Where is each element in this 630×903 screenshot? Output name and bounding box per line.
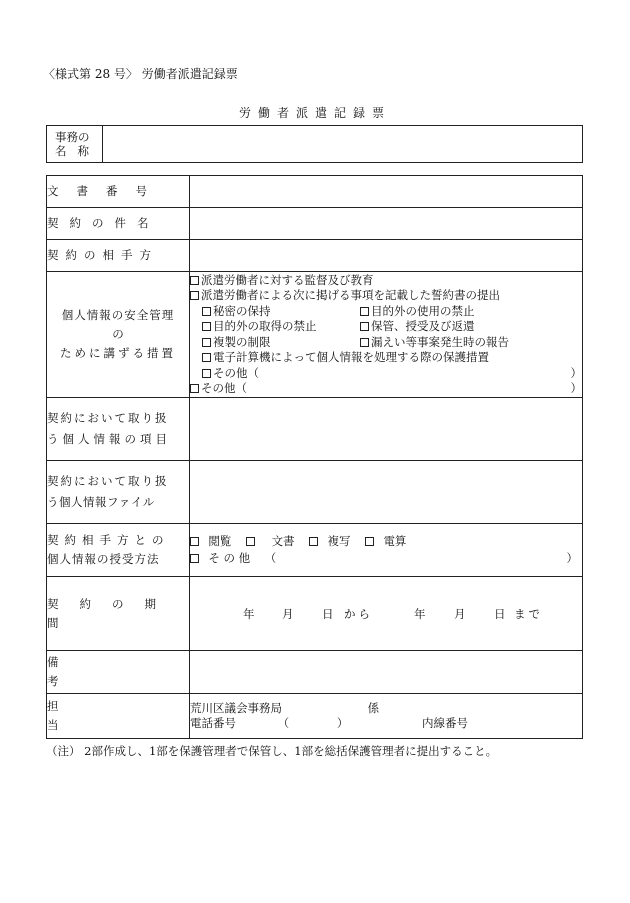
- copy-option[interactable]: 複写: [309, 534, 350, 548]
- office-name-box: [46, 125, 583, 163]
- copy-limit-option[interactable]: 複製の制限: [202, 335, 360, 351]
- remarks-label: 備考: [47, 655, 155, 688]
- info-files-label-1: 契約において取り扱: [47, 474, 169, 488]
- row-person-in-charge: [47, 694, 583, 739]
- info-files-label-2: う個人情報ファイル: [47, 495, 155, 509]
- extension-label: 内線番号: [421, 716, 468, 730]
- row-safety-measures: [47, 272, 583, 398]
- supervision-option[interactable]: 派遣労働者に対する監督及び教育: [190, 273, 582, 289]
- exchange-label-2: 個人情報の授受方法: [47, 552, 160, 566]
- doc-number-field[interactable]: [190, 176, 583, 208]
- section-text: 係: [367, 700, 380, 715]
- exchange-label-1: 契約相手方との: [47, 533, 170, 547]
- no-other-acquire-option[interactable]: 目的外の取得の禁止: [202, 319, 360, 335]
- info-items-field[interactable]: [190, 398, 583, 461]
- checkbox[interactable]: [190, 384, 199, 393]
- checkbox[interactable]: [360, 338, 369, 347]
- row-remarks: [47, 651, 583, 694]
- no-other-use-option[interactable]: 目的外の使用の禁止: [360, 304, 518, 320]
- checkbox[interactable]: [202, 338, 211, 347]
- checkbox[interactable]: [190, 554, 199, 563]
- row-counterparty: [47, 240, 583, 272]
- other-inner-option[interactable]: その他（ ）: [190, 366, 582, 382]
- computer-option[interactable]: 電子計算機によって個人情報を処理する際の保護措置: [190, 350, 582, 366]
- checkbox[interactable]: [309, 537, 318, 546]
- checkbox[interactable]: [365, 537, 374, 546]
- record-table: [46, 175, 583, 739]
- contact-cell: 荒川区議会事務局 係 電話番号 （ ） 内線番号: [190, 694, 583, 739]
- confidentiality-option[interactable]: 秘密の保持: [202, 304, 360, 320]
- contract-subject-label: 契約の件名: [47, 216, 160, 230]
- checkbox[interactable]: [246, 537, 255, 546]
- period-field[interactable]: [190, 577, 583, 651]
- office-name-text: 荒川区議会事務局: [190, 700, 282, 715]
- info-items-label-1: 契約において取り扱: [47, 411, 169, 425]
- row-doc-number: [47, 176, 583, 208]
- contract-subject-field[interactable]: [190, 208, 583, 240]
- view-option[interactable]: 閲覧: [190, 534, 231, 548]
- period-text: 年 月 日 から 年 月 日 まで: [243, 606, 543, 621]
- info-items-label-2: う個人情報の項目: [47, 432, 171, 446]
- office-name-line1: 事務の: [55, 130, 90, 144]
- row-info-files: [47, 461, 583, 524]
- other-outer-option[interactable]: その他（ ）: [190, 381, 582, 397]
- checkbox[interactable]: [190, 276, 199, 285]
- checkbox[interactable]: [202, 369, 211, 378]
- checkbox[interactable]: [202, 307, 211, 316]
- electronic-option[interactable]: 電算: [365, 534, 406, 548]
- page-title: 労働者派遣記録票: [238, 106, 391, 120]
- row-contract-subject: [47, 208, 583, 240]
- safety-measures-cell: [190, 272, 583, 398]
- checkbox[interactable]: [202, 353, 211, 362]
- doc-number-label: [47, 182, 189, 201]
- checkbox[interactable]: [190, 537, 199, 546]
- phone-label: 電話番号: [190, 716, 236, 730]
- counterparty-field[interactable]: [190, 240, 583, 272]
- safety-label-1: 個人情報の安全管理: [61, 308, 175, 322]
- storage-option[interactable]: 保管、授受及び返還: [360, 319, 518, 335]
- doc-number-text: 文書番号: [47, 184, 165, 198]
- document-option[interactable]: 文書: [246, 534, 295, 548]
- row-info-items: [47, 398, 583, 461]
- checkbox[interactable]: [190, 291, 199, 300]
- office-name-field[interactable]: [104, 126, 582, 162]
- person-label: 担当: [47, 699, 155, 732]
- checkbox[interactable]: [202, 322, 211, 331]
- counterparty-label: 契約の相手方: [47, 248, 158, 262]
- footnote: （注） 2部作成し、1部を保護管理者で保管し、1部を総括保護管理者に提出すること。: [46, 744, 498, 758]
- office-name-label: [47, 126, 103, 162]
- row-period: [47, 577, 583, 651]
- safety-label-3: ために講ずる措置: [60, 346, 176, 360]
- remarks-field[interactable]: [190, 651, 583, 694]
- checkbox[interactable]: [360, 307, 369, 316]
- exchange-method-cell: [190, 524, 583, 577]
- safety-label-2: の: [112, 327, 124, 341]
- form-number: 〈様式第 28 号〉 労働者派遣記録票: [43, 67, 238, 81]
- exchange-other-option[interactable]: そ の 他 （ ）: [190, 550, 582, 567]
- checkbox[interactable]: [360, 322, 369, 331]
- info-files-field[interactable]: [190, 461, 583, 524]
- leak-report-option[interactable]: 漏えい等事案発生時の報告: [360, 335, 518, 351]
- office-name-line2: 名称: [55, 144, 100, 158]
- row-exchange-method: [47, 524, 583, 577]
- pledge-option[interactable]: 派遣労働者による次に掲げる事項を記載した誓約書の提出: [190, 288, 582, 304]
- period-label: 契約の期間: [47, 596, 177, 630]
